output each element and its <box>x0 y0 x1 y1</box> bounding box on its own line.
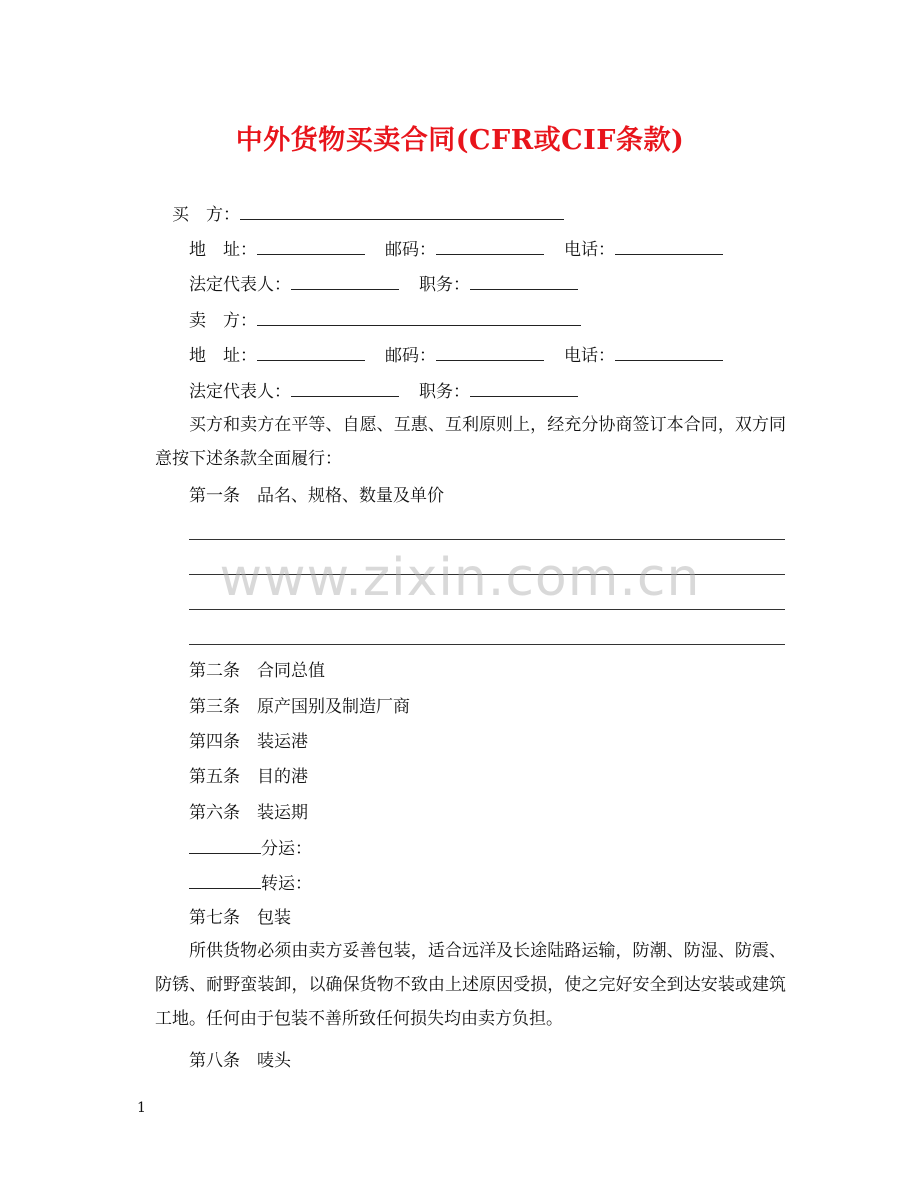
blank-rule-1 <box>189 539 785 540</box>
legal-rep-blank <box>291 273 399 290</box>
address-blank <box>257 238 365 255</box>
article-7: 第七条 包装 <box>189 908 291 928</box>
buyer-address-line <box>189 238 723 262</box>
address-label: 地 址： <box>189 240 257 260</box>
partial-shipment-blank <box>189 837 261 854</box>
phone-blank <box>615 344 723 361</box>
blank-rule-2 <box>189 574 785 575</box>
seller-label: 卖 方： <box>189 311 257 331</box>
address-blank <box>257 344 365 361</box>
phone-label: 电话： <box>564 346 615 366</box>
postcode-label: 邮码： <box>385 240 436 260</box>
article-3: 第三条 原产国别及制造厂商 <box>189 697 410 717</box>
blank-rule-4 <box>189 644 785 645</box>
article-1: 第一条 品名、规格、数量及单价 <box>189 486 444 506</box>
seller-line <box>189 309 581 333</box>
article-5: 第五条 目的港 <box>189 767 308 787</box>
buyer-line <box>172 203 564 227</box>
buyer-rep-line <box>189 273 578 297</box>
article-4: 第四条 装运港 <box>189 732 308 752</box>
document-title: 中外货物买卖合同(CFR或CIF条款) <box>235 125 685 156</box>
transshipment-blank <box>189 872 261 889</box>
blank-rule-3 <box>189 609 785 610</box>
partial-shipment-label: 分运： <box>261 839 312 859</box>
intro-paragraph: 买方和卖方在平等、自愿、互惠、互利原则上，经充分协商签订本合同，双方同意按下述条款全面履行： <box>155 415 786 469</box>
seller-address-line <box>189 344 723 368</box>
phone-blank <box>615 238 723 255</box>
partial-shipment-line <box>189 837 312 861</box>
seller-rep-line <box>189 380 578 404</box>
postcode-label: 邮码： <box>385 346 436 366</box>
page-number: 1 <box>137 1100 146 1116</box>
legal-rep-blank <box>291 380 399 397</box>
position-label: 职务： <box>419 382 470 402</box>
packing-paragraph: 所供货物必须由卖方妥善包装，适合远洋及长途陆路运输，防潮、防湿、防震、防锈、耐野蛮装卸，以确保货物不致由上述原因受损，使之完好安全到达安装或建筑工地。任何由于包装不善所致任何损失均由卖方负担。 <box>155 941 786 1029</box>
phone-label: 电话： <box>564 240 615 260</box>
seller-blank <box>257 309 581 326</box>
article-6: 第六条 装运期 <box>189 803 308 823</box>
address-label: 地 址： <box>189 346 257 366</box>
postcode-blank <box>436 344 544 361</box>
position-blank <box>470 380 578 397</box>
article-2: 第二条 合同总值 <box>189 661 325 681</box>
legal-rep-label: 法定代表人： <box>189 275 291 295</box>
transshipment-line <box>189 872 312 896</box>
postcode-blank <box>436 238 544 255</box>
watermark: www.zixin.com.cn <box>219 548 701 608</box>
article-8: 第八条 唛头 <box>189 1051 291 1071</box>
buyer-label: 买 方： <box>172 205 240 225</box>
legal-rep-label: 法定代表人： <box>189 382 291 402</box>
transshipment-label: 转运： <box>261 874 312 894</box>
position-blank <box>470 273 578 290</box>
buyer-blank <box>240 203 564 220</box>
position-label: 职务： <box>419 275 470 295</box>
